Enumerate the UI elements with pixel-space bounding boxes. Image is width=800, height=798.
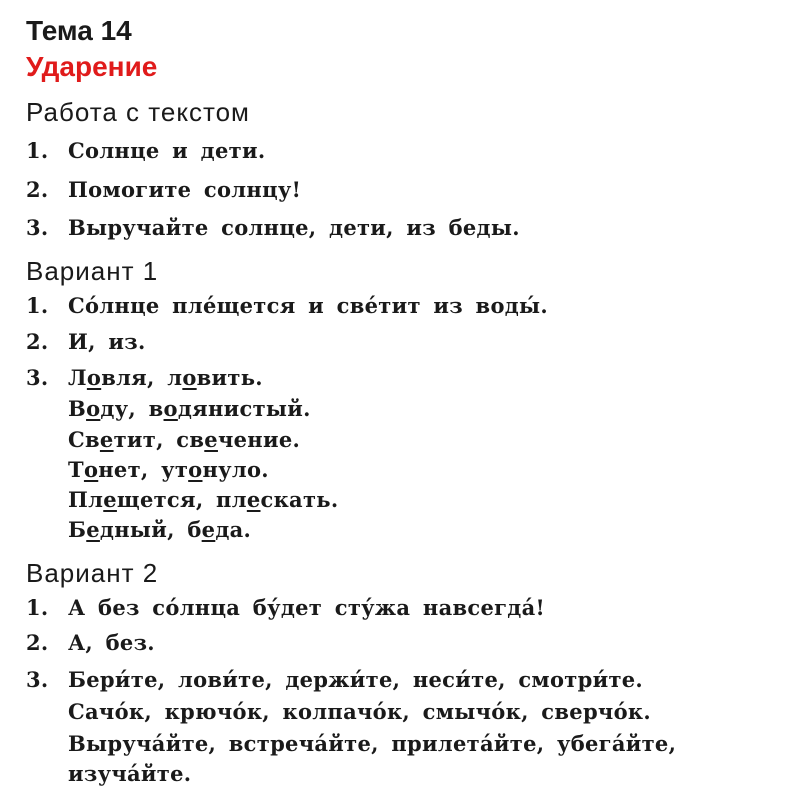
item-text: А, без. [68, 630, 155, 655]
item-text: изуча́йте. [68, 761, 192, 786]
underlined-vowel: е [246, 487, 261, 512]
item-number: 2. [26, 630, 49, 655]
item-text: И, из. [68, 329, 146, 354]
underlined-vowel: е [204, 427, 218, 452]
item-number: 3. [26, 215, 49, 240]
list-item [26, 328, 146, 356]
word-pair-line: Плещется, плескать. [68, 487, 339, 512]
item-number: 3. [26, 365, 49, 390]
list-item [26, 364, 263, 392]
item-text: Выруча́йте, встреча́йте, прилета́йте, убега́йте, [68, 731, 677, 756]
section-title-variant-1: Вариант 1 [26, 256, 159, 286]
word-pair-line: Ловля, ловить. [68, 365, 263, 390]
underlined-vowel: о [188, 457, 203, 482]
item-number: 2. [26, 177, 49, 202]
item-number: 3. [26, 667, 49, 692]
item-number: 1. [26, 138, 49, 163]
item-number: 1. [26, 595, 49, 620]
list-item [26, 629, 155, 657]
list-item [26, 666, 643, 694]
underlined-vowel: е [99, 427, 114, 452]
underlined-vowel: е [201, 517, 216, 542]
underlined-vowel: е [86, 517, 100, 542]
underlined-vowel: о [86, 396, 101, 421]
theme-heading: Ударение [26, 51, 158, 82]
section-title-text-work: Работа с текстом [26, 97, 250, 127]
item-text: Выручайте солнце, дети, из беды. [68, 215, 520, 240]
item-text: А без со́лнца бу́дет сту́жа навсегда́! [68, 595, 545, 620]
underlined-vowel: о [83, 457, 99, 482]
underlined-vowel: е [103, 487, 117, 512]
item-text: Бери́те, лови́те, держи́те, неси́те, смотри́те. [68, 667, 644, 692]
underlined-vowel: о [182, 365, 197, 390]
item-number: 1. [26, 293, 49, 318]
word-pair-line: Воду, водянистый. [68, 396, 311, 421]
word-pair-line: Бедный, беда. [68, 517, 252, 542]
list-item [26, 594, 545, 622]
word-pair-line: Светит, свечение. [68, 427, 301, 452]
item-text: Сачо́к, крючо́к, колпачо́к, смычо́к, сверчо́к. [68, 699, 651, 724]
list-item [26, 292, 548, 320]
item-text: Помогите солнцу! [68, 177, 302, 202]
underlined-vowel: о [163, 396, 178, 421]
list-item [26, 137, 265, 165]
item-number: 2. [26, 329, 49, 354]
item-text: Со́лнце пле́щется и све́тит из воды́. [68, 293, 549, 318]
list-item [26, 176, 301, 204]
section-title-variant-2: Вариант 2 [26, 558, 159, 588]
topic-heading: Тема 14 [26, 15, 132, 46]
underlined-vowel: о [86, 365, 102, 390]
list-item [26, 214, 520, 242]
item-text: Солнце и дети. [68, 138, 266, 163]
word-pair-line: Тонет, утонуло. [68, 457, 269, 482]
